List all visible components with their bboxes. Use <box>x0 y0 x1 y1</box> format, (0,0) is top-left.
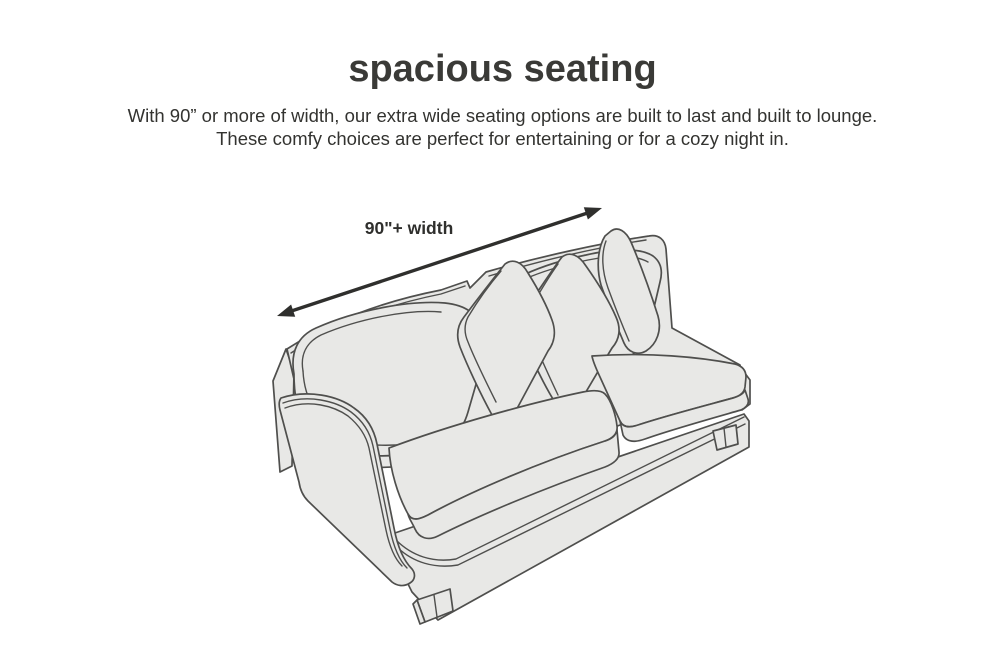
width-dimension-label: 90"+ width <box>364 218 454 238</box>
page-title: spacious seating <box>348 48 657 90</box>
sofa-illustration <box>273 229 750 624</box>
description-line-1: With 90” or more of width, our extra wide seating options are built to last and built to lounge. <box>127 105 878 126</box>
description-line-2: These comfy choices are perfect for entertaining or for a cozy night in. <box>216 128 789 149</box>
